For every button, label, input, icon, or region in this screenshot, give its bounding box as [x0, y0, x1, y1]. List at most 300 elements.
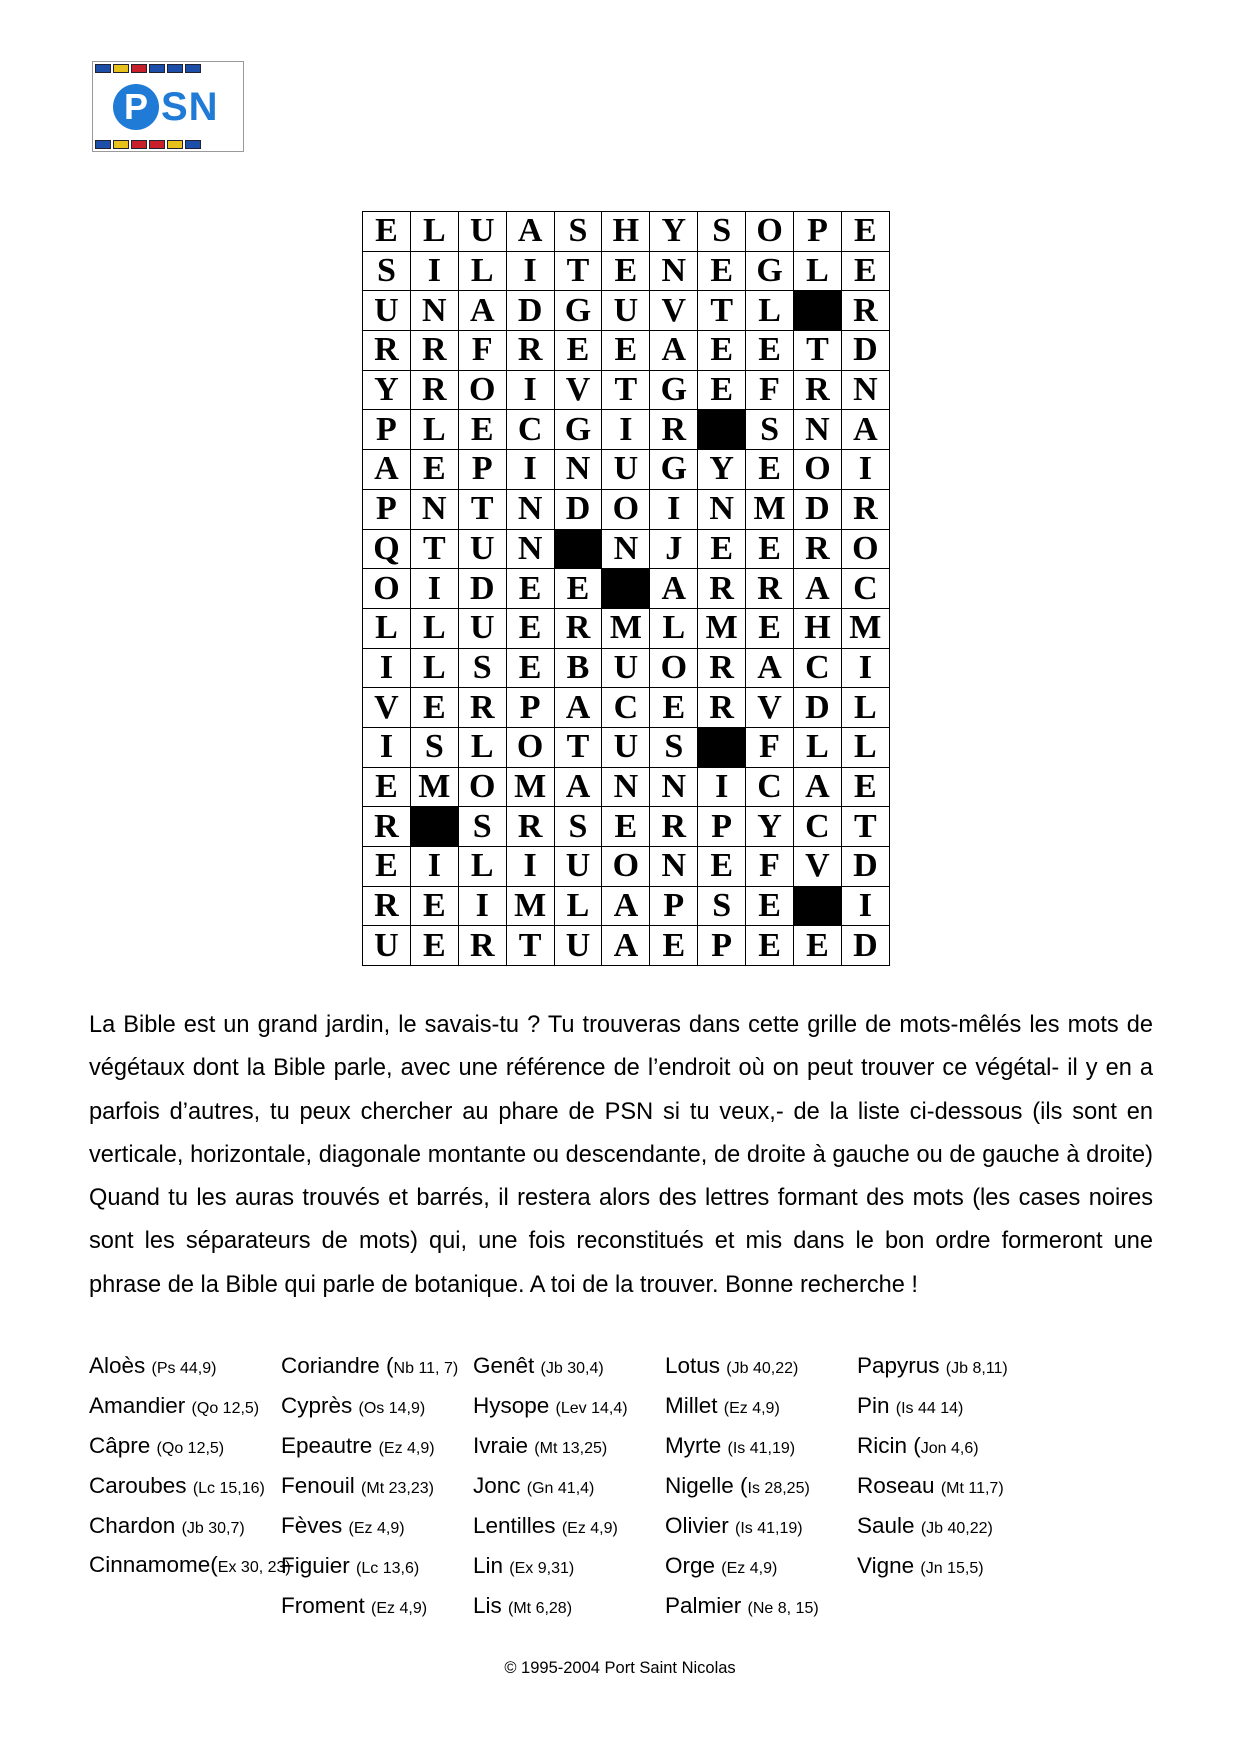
grid-cell: I — [506, 251, 554, 291]
grid-row — [363, 370, 890, 410]
grid-cell: R — [698, 569, 746, 609]
instructions-paragraph: La Bible est un grand jardin, le savais-tu ? Tu trouveras dans cette grille de mots-mêlés les mots de végétaux dont la Bible parle, avec une référence de l’endroit où on peut trouver ce végétal- il y en a parfois d’autres, tu peux chercher au phare de PSN si tu veux,- de la liste ci-dessous (ils sont en verticale, horizontale, diagonale montante ou descendante, de droite à gauche ou de gauche à droite) Quand tu les auras trouvés et barrés, il restera alors des lettres formant des mots (les cases noires sont les séparateurs de mots) qui, une fois reconstitués et mis dans le bon ordre formeront une phrase de la Bible qui parle de botanique. A toi de la trouver. Bonne recherche ! — [89, 1012, 1153, 1298]
grid-cell: E — [506, 608, 554, 648]
grid-cell: T — [506, 926, 554, 966]
grid-cell: A — [602, 926, 650, 966]
grid-cell: A — [841, 410, 889, 450]
grid-cell: Y — [698, 450, 746, 490]
logo-sn-text: SN — [161, 84, 219, 129]
grid-row — [363, 688, 890, 728]
grid-cell: E — [410, 926, 458, 966]
grid-cell-black — [602, 569, 650, 609]
plant-name: Aloès — [89, 1353, 152, 1378]
grid-cell: F — [746, 370, 794, 410]
plant-name: Ivraie — [473, 1433, 535, 1458]
word-entry — [473, 1512, 678, 1552]
grid-cell: A — [554, 688, 602, 728]
logo-p-circle: P — [113, 84, 159, 130]
grid-cell: L — [410, 608, 458, 648]
signal-flag-icon — [167, 140, 183, 149]
grid-row — [363, 529, 890, 569]
bible-reference: (Lc 15,16) — [192, 1480, 265, 1497]
grid-cell: U — [602, 450, 650, 490]
grid-cell: H — [794, 608, 842, 648]
bible-reference: Ex 30, 23) — [217, 1559, 291, 1576]
grid-cell: E — [698, 370, 746, 410]
plant-name: Cyprès — [281, 1393, 359, 1418]
grid-cell: M — [746, 489, 794, 529]
grid-cell: Y — [746, 807, 794, 847]
grid-cell: M — [506, 767, 554, 807]
bible-reference: (Ez 4,9) — [378, 1440, 435, 1457]
grid-row — [363, 926, 890, 966]
bible-reference: (Is 44 14) — [895, 1400, 964, 1417]
grid-cell: N — [602, 529, 650, 569]
grid-cell: I — [841, 886, 889, 926]
grid-cell: Y — [650, 212, 698, 252]
grid-cell: R — [698, 648, 746, 688]
grid-cell: T — [698, 291, 746, 331]
grid-cell: I — [410, 847, 458, 887]
plant-name: Lis — [473, 1593, 509, 1618]
plant-name: Câpre — [89, 1433, 157, 1458]
bible-reference: (Is 41,19) — [727, 1440, 796, 1457]
grid-cell: O — [746, 212, 794, 252]
grid-cell: R — [554, 608, 602, 648]
bible-reference: (Mt 23,23) — [361, 1480, 434, 1497]
grid-cell: L — [794, 727, 842, 767]
grid-cell: E — [841, 212, 889, 252]
grid-cell: I — [698, 767, 746, 807]
grid-cell: L — [554, 886, 602, 926]
word-entry — [473, 1552, 678, 1592]
plant-name: Amandier — [89, 1393, 192, 1418]
plant-name: Chardon — [89, 1513, 182, 1538]
bible-reference: (Jb 30,4) — [540, 1360, 604, 1377]
grid-cell: R — [363, 331, 411, 371]
grid-cell: E — [698, 847, 746, 887]
word-entry — [665, 1432, 870, 1472]
grid-cell: R — [506, 807, 554, 847]
grid-cell: R — [650, 410, 698, 450]
grid-cell: H — [602, 212, 650, 252]
grid-cell: D — [458, 569, 506, 609]
grid-cell: E — [602, 251, 650, 291]
grid-cell-black — [794, 291, 842, 331]
grid-row — [363, 886, 890, 926]
grid-cell: E — [410, 886, 458, 926]
grid-cell: C — [794, 648, 842, 688]
bible-reference: (Jb 30,7) — [181, 1520, 245, 1537]
grid-cell: S — [554, 212, 602, 252]
grid-cell: E — [746, 529, 794, 569]
word-column — [857, 1352, 1062, 1592]
signal-flag-icon — [95, 64, 111, 73]
grid-cell: P — [650, 886, 698, 926]
grid-cell: E — [650, 688, 698, 728]
grid-cell: E — [746, 450, 794, 490]
grid-cell: N — [602, 767, 650, 807]
grid-cell-black — [698, 727, 746, 767]
plant-name: Figuier — [281, 1553, 357, 1578]
grid-cell: O — [506, 727, 554, 767]
word-entry — [473, 1592, 678, 1632]
word-entry — [89, 1432, 294, 1472]
grid-cell: R — [410, 370, 458, 410]
grid-cell: S — [698, 886, 746, 926]
grid-cell: M — [410, 767, 458, 807]
bible-reference: (Is 41,19) — [735, 1520, 803, 1537]
bible-reference: (Ne 8, 15) — [747, 1600, 819, 1617]
word-column — [89, 1352, 294, 1592]
bible-reference: Jon 4,6) — [920, 1440, 979, 1457]
grid-cell: U — [458, 608, 506, 648]
grid-cell: D — [794, 688, 842, 728]
grid-cell: L — [841, 727, 889, 767]
grid-cell: L — [410, 648, 458, 688]
grid-cell: U — [458, 529, 506, 569]
word-entry — [857, 1432, 1062, 1472]
grid-cell: U — [602, 291, 650, 331]
grid-cell: N — [698, 489, 746, 529]
plant-name: Ricin ( — [857, 1433, 921, 1458]
plant-name: Coriandre ( — [281, 1353, 394, 1378]
grid-cell: F — [458, 331, 506, 371]
bible-reference: (Ez 4,9) — [721, 1560, 778, 1577]
grid-cell: L — [650, 608, 698, 648]
grid-cell: E — [506, 648, 554, 688]
grid-cell: M — [841, 608, 889, 648]
word-entry — [473, 1392, 678, 1432]
bible-reference: (Jn 15,5) — [920, 1560, 984, 1577]
grid-cell: R — [506, 331, 554, 371]
grid-cell: R — [458, 926, 506, 966]
grid-row — [363, 251, 890, 291]
grid-cell: D — [841, 926, 889, 966]
plant-name: Caroubes — [89, 1473, 193, 1498]
grid-cell: L — [841, 688, 889, 728]
bible-reference: (Qo 12,5) — [191, 1400, 260, 1417]
grid-cell: R — [746, 569, 794, 609]
grid-cell: V — [794, 847, 842, 887]
grid-cell: G — [650, 370, 698, 410]
grid-cell: T — [794, 331, 842, 371]
plant-name: Pin — [857, 1393, 896, 1418]
grid-cell: I — [602, 410, 650, 450]
grid-cell: D — [554, 489, 602, 529]
grid-cell: T — [554, 727, 602, 767]
grid-cell: E — [410, 688, 458, 728]
grid-row — [363, 727, 890, 767]
grid-cell: L — [746, 291, 794, 331]
grid-cell: S — [458, 648, 506, 688]
word-entry — [89, 1392, 294, 1432]
plant-name: Fenouil — [281, 1473, 362, 1498]
signal-flags-top — [95, 64, 201, 73]
signal-flag-icon — [131, 64, 147, 73]
signal-flag-icon — [185, 140, 201, 149]
grid-row — [363, 291, 890, 331]
grid-cell: U — [458, 212, 506, 252]
plant-name: Vigne — [857, 1553, 921, 1578]
word-column — [281, 1352, 486, 1632]
plant-name: Orge — [665, 1553, 722, 1578]
grid-cell: T — [602, 370, 650, 410]
grid-cell: E — [554, 569, 602, 609]
grid-cell: R — [841, 489, 889, 529]
grid-cell: P — [698, 926, 746, 966]
word-column — [665, 1352, 870, 1632]
plant-name: Genêt — [473, 1353, 541, 1378]
grid-cell: C — [746, 767, 794, 807]
grid-cell: E — [698, 331, 746, 371]
grid-cell: S — [363, 251, 411, 291]
grid-cell: E — [602, 331, 650, 371]
word-entry — [281, 1512, 486, 1552]
grid-cell: O — [602, 489, 650, 529]
bible-reference: (Mt 13,25) — [534, 1440, 608, 1457]
signal-flag-icon — [167, 64, 183, 73]
grid-cell: D — [506, 291, 554, 331]
grid-cell: E — [602, 807, 650, 847]
signal-flag-icon — [185, 64, 201, 73]
grid-cell: I — [841, 648, 889, 688]
word-entry — [665, 1392, 870, 1432]
grid-cell: G — [746, 251, 794, 291]
grid-cell: L — [458, 727, 506, 767]
grid-cell: T — [458, 489, 506, 529]
grid-cell: B — [554, 648, 602, 688]
grid-cell: E — [841, 251, 889, 291]
word-entry — [281, 1352, 486, 1392]
grid-cell: L — [458, 251, 506, 291]
grid-cell: I — [458, 886, 506, 926]
grid-row — [363, 331, 890, 371]
plant-name: Millet — [665, 1393, 724, 1418]
grid-cell: P — [794, 212, 842, 252]
bible-reference: (Mt 11,7) — [940, 1480, 1004, 1497]
grid-cell: D — [841, 331, 889, 371]
grid-cell: E — [746, 926, 794, 966]
grid-cell: J — [650, 529, 698, 569]
grid-cell: T — [554, 251, 602, 291]
grid-cell-black — [554, 529, 602, 569]
plant-name: Lotus — [665, 1353, 727, 1378]
grid-cell: A — [554, 767, 602, 807]
grid-cell: E — [554, 331, 602, 371]
bible-reference: Is 28,25) — [747, 1480, 810, 1497]
grid-cell: T — [841, 807, 889, 847]
grid-cell: A — [794, 569, 842, 609]
copyright-footer: © 1995-2004 Port Saint Nicolas — [504, 1659, 736, 1677]
grid-cell: P — [458, 450, 506, 490]
grid-cell: N — [410, 489, 458, 529]
grid-cell: I — [506, 847, 554, 887]
bible-reference: (Ez 4,9) — [348, 1520, 405, 1537]
word-entry — [665, 1552, 870, 1592]
grid-cell: R — [458, 688, 506, 728]
word-entry — [281, 1592, 486, 1632]
grid-cell: S — [650, 727, 698, 767]
bible-reference: (Ez 4,9) — [561, 1520, 618, 1537]
word-entry — [89, 1472, 294, 1512]
bible-reference: (Os 14,9) — [358, 1400, 426, 1417]
grid-cell: I — [506, 370, 554, 410]
word-entry — [89, 1512, 294, 1552]
grid-cell: E — [506, 569, 554, 609]
word-entry — [857, 1392, 1062, 1432]
word-entry — [89, 1552, 294, 1592]
signal-flag-icon — [131, 140, 147, 149]
grid-cell: N — [506, 529, 554, 569]
grid-cell: I — [410, 251, 458, 291]
grid-cell: C — [506, 410, 554, 450]
word-entry — [665, 1472, 870, 1512]
bible-reference: (Lc 13,6) — [356, 1560, 420, 1577]
grid-cell: U — [602, 727, 650, 767]
grid-cell: A — [746, 648, 794, 688]
grid-cell: P — [698, 807, 746, 847]
plant-name: Epeautre — [281, 1433, 379, 1458]
grid-row — [363, 807, 890, 847]
bible-reference: (Qo 12,5) — [156, 1440, 225, 1457]
grid-cell: G — [554, 291, 602, 331]
word-entry — [857, 1512, 1062, 1552]
word-entry — [89, 1352, 294, 1392]
grid-cell: I — [363, 648, 411, 688]
bible-reference: (Jb 40,22) — [920, 1520, 993, 1537]
grid-row — [363, 410, 890, 450]
grid-cell-black — [410, 807, 458, 847]
plant-name: Roseau — [857, 1473, 941, 1498]
grid-cell: A — [602, 886, 650, 926]
grid-row — [363, 212, 890, 252]
grid-cell: N — [650, 847, 698, 887]
grid-cell: S — [746, 410, 794, 450]
plant-name: Lin — [473, 1553, 510, 1578]
word-entry — [473, 1432, 678, 1472]
bible-reference: Nb 11, 7) — [393, 1360, 459, 1377]
grid-cell: E — [698, 529, 746, 569]
grid-cell: N — [650, 767, 698, 807]
grid-cell: E — [363, 212, 411, 252]
grid-cell: R — [363, 807, 411, 847]
grid-cell: M — [506, 886, 554, 926]
grid-cell: P — [363, 489, 411, 529]
bible-reference: (Ez 4,9) — [371, 1600, 428, 1617]
grid-cell: E — [841, 767, 889, 807]
grid-cell: E — [746, 886, 794, 926]
word-entry — [857, 1472, 1062, 1512]
grid-cell: S — [410, 727, 458, 767]
grid-cell: E — [698, 251, 746, 291]
grid-row — [363, 648, 890, 688]
bible-reference: (Gn 41,4) — [526, 1480, 595, 1497]
plant-name: Jonc — [473, 1473, 527, 1498]
logo-mark — [113, 82, 219, 132]
psn-logo — [92, 61, 244, 152]
grid-cell: A — [506, 212, 554, 252]
grid-cell: O — [458, 370, 506, 410]
grid-cell: E — [363, 847, 411, 887]
grid-cell: D — [794, 489, 842, 529]
grid-cell: P — [363, 410, 411, 450]
plant-name: Hysope — [473, 1393, 556, 1418]
grid-cell: U — [363, 291, 411, 331]
grid-cell: Q — [363, 529, 411, 569]
grid-cell: U — [602, 648, 650, 688]
plant-name: Olivier — [665, 1513, 736, 1538]
word-entry — [665, 1512, 870, 1552]
bible-reference: (Ex 9,31) — [509, 1560, 575, 1577]
grid-cell: R — [410, 331, 458, 371]
word-entry — [857, 1552, 1062, 1592]
grid-cell: N — [794, 410, 842, 450]
bible-reference: (Jb 8,11) — [945, 1360, 1008, 1377]
signal-flag-icon — [95, 140, 111, 149]
bible-reference: (Lev 14,4) — [555, 1400, 628, 1417]
plant-name: Papyrus — [857, 1353, 946, 1378]
plant-name: Cinnamome( — [89, 1552, 218, 1577]
word-entry — [281, 1472, 486, 1512]
grid-row — [363, 608, 890, 648]
grid-cell: V — [650, 291, 698, 331]
grid-cell: R — [841, 291, 889, 331]
grid-cell: I — [841, 450, 889, 490]
grid-cell: L — [458, 847, 506, 887]
grid-cell: R — [794, 370, 842, 410]
grid-cell: O — [458, 767, 506, 807]
grid-cell: E — [458, 410, 506, 450]
grid-cell: M — [698, 608, 746, 648]
grid-cell: O — [363, 569, 411, 609]
grid-row — [363, 847, 890, 887]
grid-cell: U — [554, 847, 602, 887]
grid-cell: I — [506, 450, 554, 490]
plant-name: Lentilles — [473, 1513, 562, 1538]
grid-cell: S — [458, 807, 506, 847]
grid-cell: N — [554, 450, 602, 490]
word-entry — [281, 1392, 486, 1432]
plant-name: Nigelle ( — [665, 1473, 748, 1498]
grid-cell: V — [554, 370, 602, 410]
grid-cell: E — [746, 331, 794, 371]
grid-cell: R — [794, 529, 842, 569]
grid-cell: A — [650, 569, 698, 609]
word-entry — [857, 1352, 1062, 1392]
grid-cell: T — [410, 529, 458, 569]
word-entry — [281, 1432, 486, 1472]
grid-cell: V — [363, 688, 411, 728]
grid-cell: G — [554, 410, 602, 450]
grid-cell: R — [650, 807, 698, 847]
grid-cell: E — [746, 608, 794, 648]
bible-reference: (Ez 4,9) — [723, 1400, 780, 1417]
grid-cell: P — [506, 688, 554, 728]
grid-cell-black — [794, 886, 842, 926]
grid-cell: N — [410, 291, 458, 331]
signal-flag-icon — [113, 64, 129, 73]
grid-cell: F — [746, 727, 794, 767]
bible-reference: (Mt 6,28) — [508, 1600, 573, 1617]
plant-name: Myrte — [665, 1433, 728, 1458]
grid-cell: I — [410, 569, 458, 609]
word-entry — [281, 1552, 486, 1592]
grid-cell: A — [458, 291, 506, 331]
grid-cell: S — [698, 212, 746, 252]
grid-cell: E — [794, 926, 842, 966]
grid-cell: N — [650, 251, 698, 291]
